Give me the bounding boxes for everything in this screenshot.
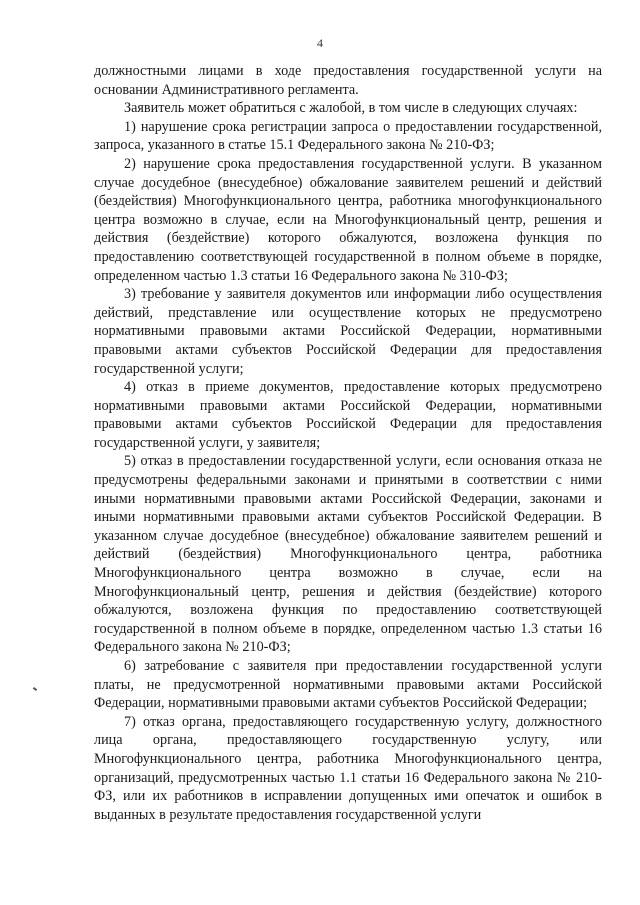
paragraph-continuation: должностными лицами в ходе предоставления государственной услуги на основании Административного регламента.	[94, 63, 602, 98]
page-number: 4	[317, 36, 323, 50]
paragraph-item-5: 5) отказ в предоставлении государственной услуги, если основания отказа не предусмотрены федеральными законами и принятыми в соответствии с ними иными нормативными правовыми актами Российской Федерации, законами и иными нормативными правовыми актами субъектов Российской Федерации. В указанном случае досудебное (внесудебное) обжалование заявителем решений и действий (бездействия) Многофункционального центра, работника Многофункционального центра возможно в случае, если на Многофункциональный центр, решения и действия (бездействие) которого обжалуются, возложена функция по предоставлению соответствующей государственной в полном объеме в порядке, определенном частью 1.3 статьи 16 Федерального закона № 210-ФЗ;	[94, 453, 602, 656]
document-body	[94, 62, 602, 824]
paragraph-intro: Заявитель может обратиться с жалобой, в том числе в следующих случаях:	[124, 100, 578, 117]
paragraph-item-7: 7) отказ органа, предоставляющего государственную услугу, должностного лица органа, предоставляющего государственную услугу, или Многофункционального центра, работника Многофункционального центра, организаций, предусмотренных частью 1.1 статьи 16 Федерального закона № 210-ФЗ, или их работников в исправлении допущенных ими опечаток и ошибок в выданных в результате предоставления государственной услуги	[94, 713, 602, 823]
scan-speck	[33, 687, 37, 691]
paragraph-item-4: 4) отказ в приеме документов, предоставление которых предусмотрено нормативными правовыми актами Российской Федерации, нормативными правовыми актами субъектов Российской Федерации для предоставления государственной услуги, у заявителя;	[94, 379, 602, 451]
paragraph-item-6: 6) затребование с заявителя при предоставлении государственной услуги платы, не предусмотренной нормативными правовыми актами Российской Федерации, нормативными правовыми актами субъектов Российской Федерации;	[94, 658, 602, 712]
paragraph-item-1: 1) нарушение срока регистрации запроса о предоставлении государственной, запроса, указанного в статье 15.1 Федерального закона № 210-ФЗ;	[94, 118, 602, 154]
paragraph-item-2: 2) нарушение срока предоставления государственной услуги. В указанном случае досудебное (внесудебное) обжалование заявителем решений и действий (бездействия) Многофункционального центра, работника многофункционального центра возможно в случае, если на Многофункциональный центр, решения и действия (бездействие) которого обжалуются, возложена функция по предоставлению соответствующей государственной в полном объеме в порядке, определенном частью 1.3 статьи 16 Федерального закона № 310-ФЗ;	[94, 155, 602, 284]
paragraph-item-3: 3) требование у заявителя документов или информации либо осуществления действий, представление или осуществление которых не предусмотрено нормативными правовыми актами Российской Федерации, нормативными правовыми актами субъектов Российской Федерации для предоставления государственной услуги;	[94, 286, 602, 377]
